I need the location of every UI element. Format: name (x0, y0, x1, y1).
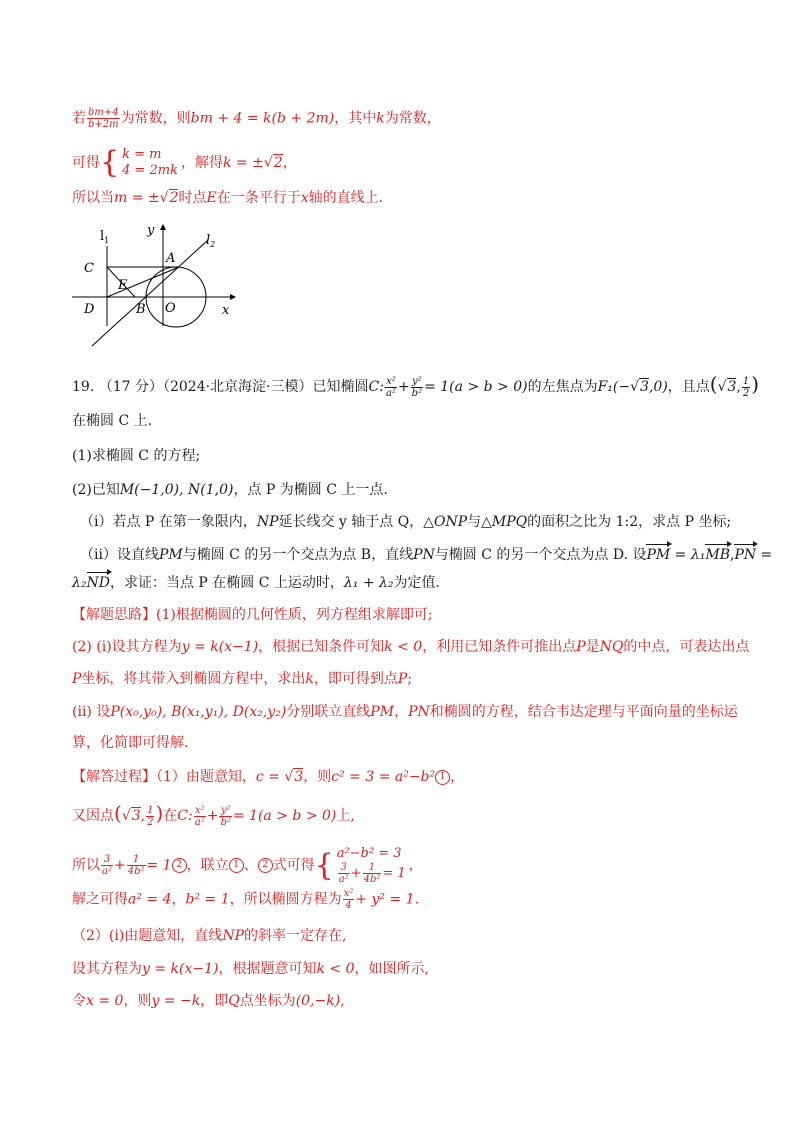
solution-line-2 (72, 147, 297, 179)
text: 上, (336, 808, 355, 824)
fraction (101, 854, 113, 877)
fraction-numerator: 1 (363, 862, 382, 874)
equation: = λ₁ (670, 547, 706, 563)
label-y: y (147, 223, 155, 238)
text: ，其中 (334, 110, 377, 127)
text: 【解答过程】（1）由题意知， (72, 769, 256, 785)
text: 分别联立直线 (286, 704, 371, 720)
text: 令 (72, 993, 86, 1009)
equation: b² = 1 (185, 891, 230, 908)
equation-system (337, 846, 406, 885)
sqrt-sign: √ (121, 808, 131, 824)
text: , (140, 808, 146, 824)
equation: bm + 4 = k(b + 2m) (190, 110, 335, 127)
fraction-numerator: 1 (147, 804, 154, 816)
equation: = 1(a > b > 0) (232, 808, 337, 824)
text: ，即 (200, 993, 229, 1009)
fraction-denominator: a² (102, 866, 112, 877)
sqrt-sign: √ (159, 190, 169, 206)
text: 解之可得 (72, 891, 128, 908)
text: ，则 (303, 769, 332, 785)
fraction-denominator: a² (194, 816, 205, 828)
variable: P (397, 671, 408, 687)
operator: + (206, 808, 219, 824)
left-brace: { (314, 847, 334, 883)
fraction-numerator: 3 (101, 854, 113, 866)
equation: c² = 3 = a²−b² (331, 769, 436, 785)
question-19-line-1 (72, 374, 759, 399)
left-brace: { (100, 145, 120, 180)
variable: E (206, 190, 217, 206)
label-e: E (118, 278, 128, 293)
text: 与椭圆 C 的另一个交点为点 D. 设 (434, 547, 647, 563)
solution-step-2 (72, 803, 355, 828)
equation: △MPQ (481, 514, 528, 530)
text: 式可得 (272, 857, 315, 874)
variable: NP (222, 928, 244, 944)
text: （2）(i)由题意知，直线 (72, 928, 223, 944)
text: ，所以椭圆方程为 (229, 891, 342, 908)
fraction (343, 888, 355, 911)
fraction-numerator: x² (343, 888, 354, 899)
question-19-part-2-i (80, 512, 731, 532)
fraction-numerator: x² (194, 804, 205, 816)
variable: Q (228, 993, 240, 1009)
paren: ) (751, 372, 760, 396)
thinking-line-2 (72, 637, 749, 657)
text: ，则 (123, 993, 152, 1009)
operator: + (350, 866, 362, 881)
fraction-denominator: 4b² (363, 874, 381, 885)
fraction-denominator: a² (385, 387, 396, 399)
text: 是 (585, 639, 600, 655)
fraction-denominator: 4b² (127, 866, 145, 877)
geometry-figure (70, 218, 240, 350)
fraction-numerator: x² (386, 375, 396, 387)
fraction-denominator: b+2m (88, 119, 119, 130)
text: (2) (i)设其方程为 (72, 639, 182, 655)
vector: ND (86, 575, 110, 591)
variable: x (300, 190, 309, 206)
text: 在一条平行于 (216, 190, 301, 206)
fraction (742, 376, 750, 399)
sqrt-sign: √ (630, 379, 640, 395)
equation: 4 = 2mk (122, 163, 178, 178)
solution-line-3 (72, 188, 383, 208)
equation: k < 0 (316, 961, 355, 977)
text: ，如图所示, (354, 961, 429, 977)
fraction-denominator: 2 (147, 816, 154, 828)
sqrt-sign: √ (263, 155, 273, 171)
text: 坐标，将其带入到椭圆方程中，求出 (81, 671, 306, 687)
solution-step-5 (72, 926, 346, 946)
text: 所以当 (72, 190, 114, 206)
equation: x = 0 (86, 993, 124, 1009)
text: 为定值. (393, 575, 440, 591)
variable: PN (408, 704, 430, 720)
text: 与 (467, 514, 482, 530)
text: . (414, 891, 419, 908)
text: 所以 (72, 857, 100, 874)
equation: M(−1,0), N(1,0) (119, 482, 234, 498)
equation: = 1 (382, 866, 406, 881)
text: (ii) 设 (72, 704, 111, 720)
fraction (411, 376, 423, 399)
sqrt-radicand: 3 (727, 379, 737, 395)
variable: P (72, 671, 82, 687)
text: 可得 (72, 155, 100, 171)
text: 延长线交 y 轴于点 Q， (278, 514, 424, 530)
fraction (87, 107, 120, 130)
variable: PM (158, 547, 183, 563)
fraction-numerator: 3 (338, 862, 350, 874)
sqrt-sign: √ (717, 379, 727, 395)
sqrt-radicand: 3 (131, 808, 141, 824)
thinking-line-3 (72, 669, 412, 689)
variable: k (305, 671, 314, 687)
fraction-numerator: bm+4 (88, 107, 119, 118)
vector: MB (705, 547, 730, 563)
text: （ii）设直线 (80, 547, 159, 563)
fraction-numerator: 1 (742, 375, 750, 387)
fraction (146, 805, 154, 828)
sqrt-radicand: 3 (294, 769, 304, 785)
equation: F₁(− (597, 379, 631, 395)
variable: P (576, 639, 586, 655)
text: ， (394, 704, 409, 720)
text: , (736, 379, 741, 395)
text: ，且点 (667, 379, 710, 395)
solution-step-1 (72, 767, 464, 787)
label-a: A (166, 251, 176, 266)
text: 又因点 (72, 808, 114, 824)
circled-number: 2 (172, 858, 187, 873)
text: 若 (72, 110, 86, 127)
text: ，联立 (186, 857, 229, 874)
solution-line-1 (72, 107, 441, 130)
text: ，解得 (181, 155, 223, 171)
thinking-line-5: 算，化简即可得解. (72, 735, 189, 751)
question-19-part-2-ii-cont (72, 573, 440, 593)
equation: y = −k (151, 993, 201, 1009)
text: ，求证：当点 P 在椭圆 C 上运动时， (109, 575, 344, 591)
fraction (194, 805, 206, 828)
variable: C: (368, 379, 384, 395)
vector: PN (734, 547, 757, 563)
text: ，利用已知条件可推出点 (422, 639, 577, 655)
operator: + (113, 857, 126, 874)
fraction-numerator: y² (220, 804, 231, 816)
solution-step-7 (72, 991, 345, 1011)
text: 的中点，可表达出点 (623, 639, 750, 655)
equation: ,0) (648, 379, 668, 395)
text: 点坐标为 (239, 993, 296, 1009)
text: ; (407, 671, 413, 687)
equation: △ONP (423, 514, 468, 530)
equation: a²−b² = 3 (336, 846, 402, 861)
text: 为常数， (384, 110, 441, 127)
equation: a² = 4 (128, 891, 172, 908)
text: 与椭圆 C 的另一个交点为点 B，直线 (182, 547, 414, 563)
text: ，根据已知条件可知 (258, 639, 385, 655)
text: , (729, 547, 735, 563)
variable: λ₂ (72, 575, 87, 591)
solution-step-4 (72, 888, 419, 911)
equation: c = (255, 769, 285, 785)
equation: = (756, 547, 773, 563)
sqrt-radicand: 2 (273, 155, 283, 171)
equation: + y² = 1 (355, 891, 415, 908)
solution-step-6 (72, 959, 429, 979)
label-x: x (222, 303, 230, 318)
fraction-numerator: y² (412, 375, 422, 387)
text: 19. （17 分）（2024·北京海淀·三模）已知椭圆 (72, 379, 369, 395)
label-l2: $l_2$ (206, 233, 216, 249)
question-19-line-2: 在椭圆 C 上. (72, 413, 153, 429)
equation: = 1 (146, 857, 172, 874)
text: ，点 P 为椭圆 C 上一点. (233, 482, 388, 498)
fraction (363, 862, 382, 885)
label-l1: $l_1$ (100, 229, 110, 245)
text: 设其方程为 (72, 961, 142, 977)
fraction-numerator: 1 (127, 854, 146, 866)
equation: k < 0 (384, 639, 423, 655)
equation: = 1(a > b > 0) (424, 379, 528, 395)
label-d: D (84, 302, 95, 317)
text: (2)已知 (72, 482, 120, 498)
variable: NQ (599, 639, 624, 655)
text: 轴的直线上. (308, 190, 384, 206)
text: ， (171, 891, 186, 908)
solution-step-3 (72, 846, 423, 885)
fraction-denominator: a² (338, 874, 349, 885)
circled-number: 1 (229, 858, 244, 873)
equation: y = k(x−1) (181, 639, 259, 655)
label-b: B (136, 302, 146, 317)
variable: PN (413, 547, 435, 563)
fraction (385, 376, 397, 399)
text: 的左焦点为 (527, 379, 598, 395)
text: , (340, 993, 345, 1009)
equation: P(x₀,y₀), B(x₁,y₁), D(x₂,y₂) (110, 704, 287, 720)
thinking-line-1: 【解题思路】(1)根据椭圆的几何性质，列方程组求解即可; (72, 607, 433, 623)
text: 在 (163, 808, 178, 824)
thinking-line-4 (72, 702, 738, 722)
vector: PM (646, 547, 671, 563)
equation: y = k(x−1) (142, 961, 219, 977)
text: 时点 (178, 190, 207, 206)
text: ， (450, 769, 465, 785)
equation-system (122, 147, 178, 179)
fraction (127, 854, 146, 877)
sqrt-radicand: 3 (640, 379, 649, 395)
question-19-part-2-ii (80, 545, 772, 565)
text: 的斜率一定存在, (243, 928, 347, 944)
text: 、 (243, 857, 258, 874)
fraction-denominator: 4 (345, 900, 352, 911)
question-19-part-2 (72, 480, 388, 500)
x-axis-arrow (230, 294, 236, 300)
text: ， (282, 155, 297, 171)
question-19-part-1: (1)求椭圆 C 的方程; (72, 448, 201, 464)
equation: k = ± (223, 155, 264, 171)
circled-number: 2 (258, 858, 273, 873)
text: 的面积之比为 1:2，求点 P 坐标; (527, 514, 732, 530)
equation: λ₁ + λ₂ (343, 575, 394, 591)
paren: ) (155, 801, 164, 825)
line-l2 (92, 240, 208, 346)
variable: NP (256, 514, 279, 530)
fraction-denominator: b² (220, 816, 231, 828)
operator: + (397, 379, 410, 395)
fraction (219, 805, 231, 828)
equation: (0,−k) (295, 993, 341, 1009)
circled-number: 1 (435, 770, 450, 785)
y-axis-arrow (160, 224, 166, 230)
sqrt-radicand: 2 (169, 190, 179, 206)
label-o: O (165, 301, 176, 316)
variable: C: (177, 808, 193, 824)
text: ， (408, 857, 423, 874)
paren: ( (709, 372, 718, 396)
variable: PM (370, 704, 395, 720)
text: 为常数，则 (120, 110, 191, 127)
text: ，根据题意可知 (218, 961, 317, 977)
sqrt-sign: √ (284, 769, 294, 785)
fraction-denominator: b² (411, 387, 423, 399)
fraction (338, 862, 350, 885)
equation: k = m (122, 147, 162, 162)
text: 和椭圆的方程，结合韦达定理与平面向量的坐标运 (429, 704, 738, 720)
fraction-denominator: 2 (742, 387, 750, 399)
paren: ( (114, 801, 122, 825)
label-c: C (84, 261, 94, 276)
equation: m = ± (114, 190, 160, 206)
variable: k (376, 110, 385, 127)
text: （i）若点 P 在第一象限内， (80, 514, 257, 530)
text: ，即可得到点 (313, 671, 398, 687)
